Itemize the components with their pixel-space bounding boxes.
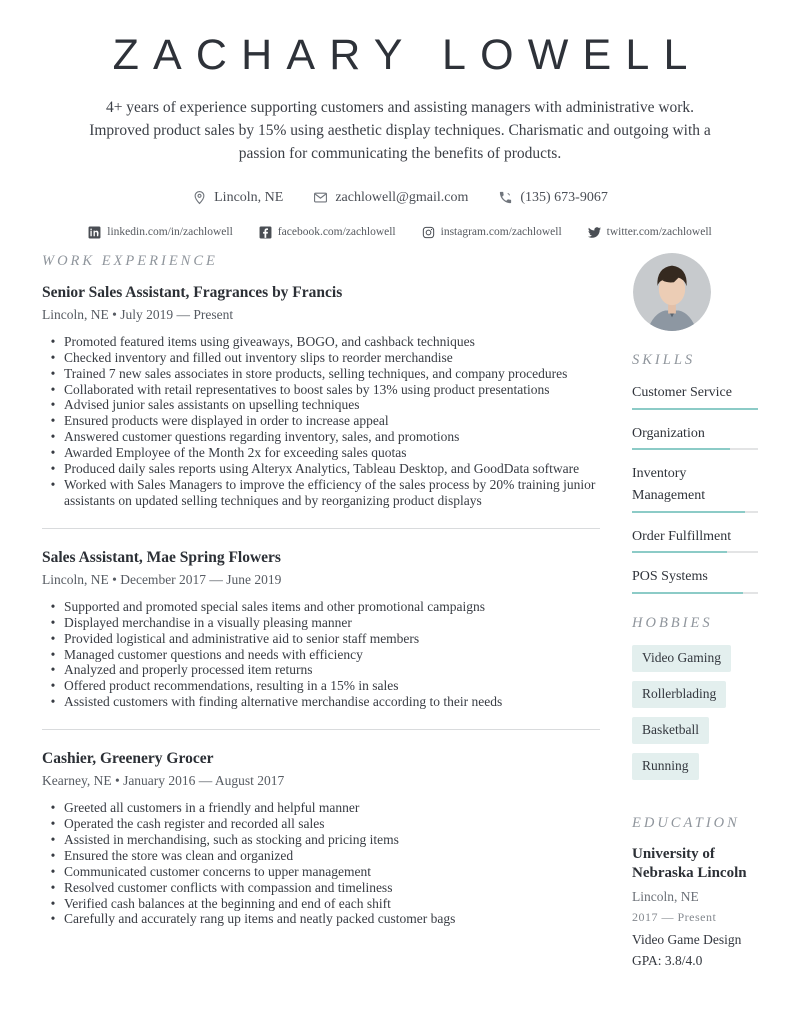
skill-bar-fill bbox=[632, 511, 745, 513]
skill-bar-fill bbox=[632, 592, 743, 594]
social-text: instagram.com/zachlowell bbox=[440, 226, 562, 239]
social-text: linkedin.com/in/zachlowell bbox=[107, 226, 233, 239]
twitter-icon bbox=[588, 226, 601, 239]
bullet-marker: • bbox=[50, 816, 56, 832]
bullet-marker: • bbox=[50, 694, 56, 710]
job-bullet: • Verified cash balances at the beginning and end of each shift bbox=[42, 896, 600, 912]
job-bullet: • Carefully and accurately rang up items and neatly packed customer bags bbox=[42, 911, 600, 927]
skill-bar-fill bbox=[632, 408, 758, 410]
job-entry bbox=[42, 284, 600, 509]
linkedin-icon bbox=[88, 226, 101, 239]
job-bullet: • Answered customer questions regarding inventory, sales, and promotions bbox=[42, 429, 600, 445]
contact-text: zachlowell@gmail.com bbox=[335, 189, 469, 205]
job-entry bbox=[42, 750, 600, 927]
bullet-marker: • bbox=[50, 476, 56, 492]
job-bullet: • Advised junior sales assistants on upselling techniques bbox=[42, 397, 600, 413]
skill-item: Inventory Management bbox=[632, 463, 758, 512]
bullet-marker: • bbox=[50, 662, 56, 678]
skill-item: Organization bbox=[632, 423, 758, 451]
bullet-marker: • bbox=[50, 847, 56, 863]
bullet-marker: • bbox=[50, 461, 56, 477]
location-pin-icon bbox=[192, 190, 207, 205]
skills-list bbox=[632, 382, 758, 594]
skill-bar-fill bbox=[632, 551, 727, 553]
bullet-marker: • bbox=[50, 800, 56, 816]
job-bullet: • Checked inventory and filled out inventory slips to reorder merchandise bbox=[42, 350, 600, 366]
job-meta: Kearney, NE • January 2016 — August 2017 bbox=[42, 773, 285, 789]
social-link[interactable] bbox=[588, 226, 712, 239]
hobby-tag: Rollerblading bbox=[632, 681, 726, 708]
job-title: Sales Assistant, Mae Spring Flowers bbox=[42, 548, 281, 566]
job-bullet: • Communicated customer concerns to upper management bbox=[42, 864, 600, 880]
bullet-marker: • bbox=[50, 911, 56, 927]
education-dates: 2017 — Present bbox=[632, 909, 717, 924]
contact-item[interactable] bbox=[192, 190, 283, 206]
hobby-tag: Video Gaming bbox=[632, 645, 731, 672]
job-bullet: • Displayed merchandise in a visually pleasing manner bbox=[42, 615, 600, 631]
skill-bar-track bbox=[632, 511, 758, 513]
facebook-icon bbox=[259, 226, 272, 239]
contact-item[interactable] bbox=[313, 190, 468, 206]
job-bullet: • Managed customer questions and needs with efficiency bbox=[42, 647, 600, 663]
contact-text: (135) 673-9067 bbox=[520, 189, 608, 205]
bullet-marker: • bbox=[50, 381, 56, 397]
instagram-icon bbox=[422, 226, 435, 239]
job-title: Cashier, Greenery Grocer bbox=[42, 750, 214, 768]
work-experience-section bbox=[42, 253, 600, 969]
education-school: University of Nebraska Lincoln bbox=[632, 845, 747, 882]
job-bullet-list bbox=[42, 599, 600, 710]
job-bullet: • Worked with Sales Managers to improve the efficiency of the sales process by 20% training junior assistants on updated selling techniques and by reorganizing product displays bbox=[42, 477, 600, 509]
section-divider bbox=[42, 729, 600, 730]
job-bullet: • Assisted customers with finding alternative merchandise according to their needs bbox=[42, 694, 600, 710]
job-bullet-list bbox=[42, 334, 600, 509]
bullet-marker: • bbox=[50, 614, 56, 630]
section-divider bbox=[42, 528, 600, 529]
job-bullet: • Resolved customer conflicts with compassion and timeliness bbox=[42, 880, 600, 896]
resume-header bbox=[0, 0, 800, 239]
bullet-marker: • bbox=[50, 598, 56, 614]
hobbies-title: HOBBIES bbox=[632, 614, 713, 631]
job-bullet: • Ensured the store was clean and organized bbox=[42, 848, 600, 864]
social-link[interactable] bbox=[259, 226, 396, 239]
job-bullet: • Greeted all customers in a friendly and helpful manner bbox=[42, 800, 600, 816]
job-bullet: • Produced daily sales reports using Alteryx Analytics, Tableau Desktop, and GoodData software bbox=[42, 461, 600, 477]
education-title: EDUCATION bbox=[632, 814, 740, 831]
contact-item[interactable] bbox=[498, 190, 608, 206]
education-gpa: GPA: 3.8/4.0 bbox=[632, 952, 703, 968]
job-entry bbox=[42, 549, 600, 710]
job-bullet: • Ensured products were displayed in order to increase appeal bbox=[42, 413, 600, 429]
social-text: twitter.com/zachlowell bbox=[606, 226, 712, 239]
bullet-marker: • bbox=[50, 365, 56, 381]
contact-text: Lincoln, NE bbox=[214, 189, 284, 205]
social-link[interactable] bbox=[88, 226, 233, 239]
skill-bar-track bbox=[632, 448, 758, 450]
skill-item: Order Fulfillment bbox=[632, 526, 758, 554]
resume-name: ZACHARY LOWELL bbox=[112, 31, 702, 79]
job-bullet: • Analyzed and properly processed item returns bbox=[42, 662, 600, 678]
hobby-tag: Basketball bbox=[632, 717, 709, 744]
bullet-marker: • bbox=[50, 895, 56, 911]
job-bullet: • Assisted in merchandising, such as stocking and pricing items bbox=[42, 832, 600, 848]
bullet-marker: • bbox=[50, 678, 56, 694]
job-meta: Lincoln, NE • December 2017 — June 2019 bbox=[42, 571, 282, 587]
social-row bbox=[0, 226, 800, 239]
bullet-marker: • bbox=[50, 349, 56, 365]
work-experience-title: WORK EXPERIENCE bbox=[42, 252, 218, 269]
job-meta: Lincoln, NE • July 2019 — Present bbox=[42, 306, 234, 322]
bullet-marker: • bbox=[50, 831, 56, 847]
bullet-marker: • bbox=[50, 397, 56, 413]
envelope-icon bbox=[313, 190, 328, 205]
phone-icon bbox=[498, 190, 513, 205]
skills-title: SKILLS bbox=[632, 351, 696, 368]
bullet-marker: • bbox=[50, 413, 56, 429]
education-location: Lincoln, NE bbox=[632, 888, 699, 904]
bullet-marker: • bbox=[50, 445, 56, 461]
skill-bar-track bbox=[632, 592, 758, 594]
job-bullet: • Operated the cash register and recorded all sales bbox=[42, 816, 600, 832]
social-link[interactable] bbox=[422, 226, 562, 239]
sidebar bbox=[632, 253, 758, 969]
skill-item: Customer Service bbox=[632, 382, 758, 410]
job-bullet: • Awarded Employee of the Month 2x for exceeding sales quotas bbox=[42, 445, 600, 461]
skill-bar-track bbox=[632, 551, 758, 553]
job-bullet: • Promoted featured items using giveaways, BOGO, and cashback techniques bbox=[42, 334, 600, 350]
bullet-marker: • bbox=[50, 429, 56, 445]
summary-text: 4+ years of experience supporting customers and assisting managers with administrative work. Improved product sales by 15% using aesthetic display techniques. Charismatic and outgoing with a passion for communicating the benefits of products. bbox=[89, 99, 711, 162]
skill-item: POS Systems bbox=[632, 566, 758, 594]
job-bullet: • Trained 7 new sales associates in store products, selling techniques, and company procedures bbox=[42, 366, 600, 382]
skill-bar-track bbox=[632, 408, 758, 410]
hobby-tag: Running bbox=[632, 753, 699, 780]
job-bullet: • Supported and promoted special sales items and other promotional campaigns bbox=[42, 599, 600, 615]
avatar bbox=[633, 253, 711, 331]
bullet-marker: • bbox=[50, 646, 56, 662]
contact-row bbox=[0, 190, 800, 206]
job-bullet: • Offered product recommendations, resulting in a 15% in sales bbox=[42, 678, 600, 694]
education-degree: Video Game Design bbox=[632, 931, 742, 947]
job-bullet: • Collaborated with retail representatives to boost sales by 13% using product presentations bbox=[42, 382, 600, 398]
social-text: facebook.com/zachlowell bbox=[277, 226, 396, 239]
job-title: Senior Sales Assistant, Fragrances by Francis bbox=[42, 283, 343, 301]
job-bullet: • Provided logistical and administrative aid to senior staff members bbox=[42, 631, 600, 647]
hobbies-list bbox=[632, 645, 758, 789]
bullet-marker: • bbox=[50, 333, 56, 349]
bullet-marker: • bbox=[50, 863, 56, 879]
bullet-marker: • bbox=[50, 630, 56, 646]
bullet-marker: • bbox=[50, 879, 56, 895]
job-bullet-list bbox=[42, 800, 600, 927]
skill-bar-fill bbox=[632, 448, 730, 450]
